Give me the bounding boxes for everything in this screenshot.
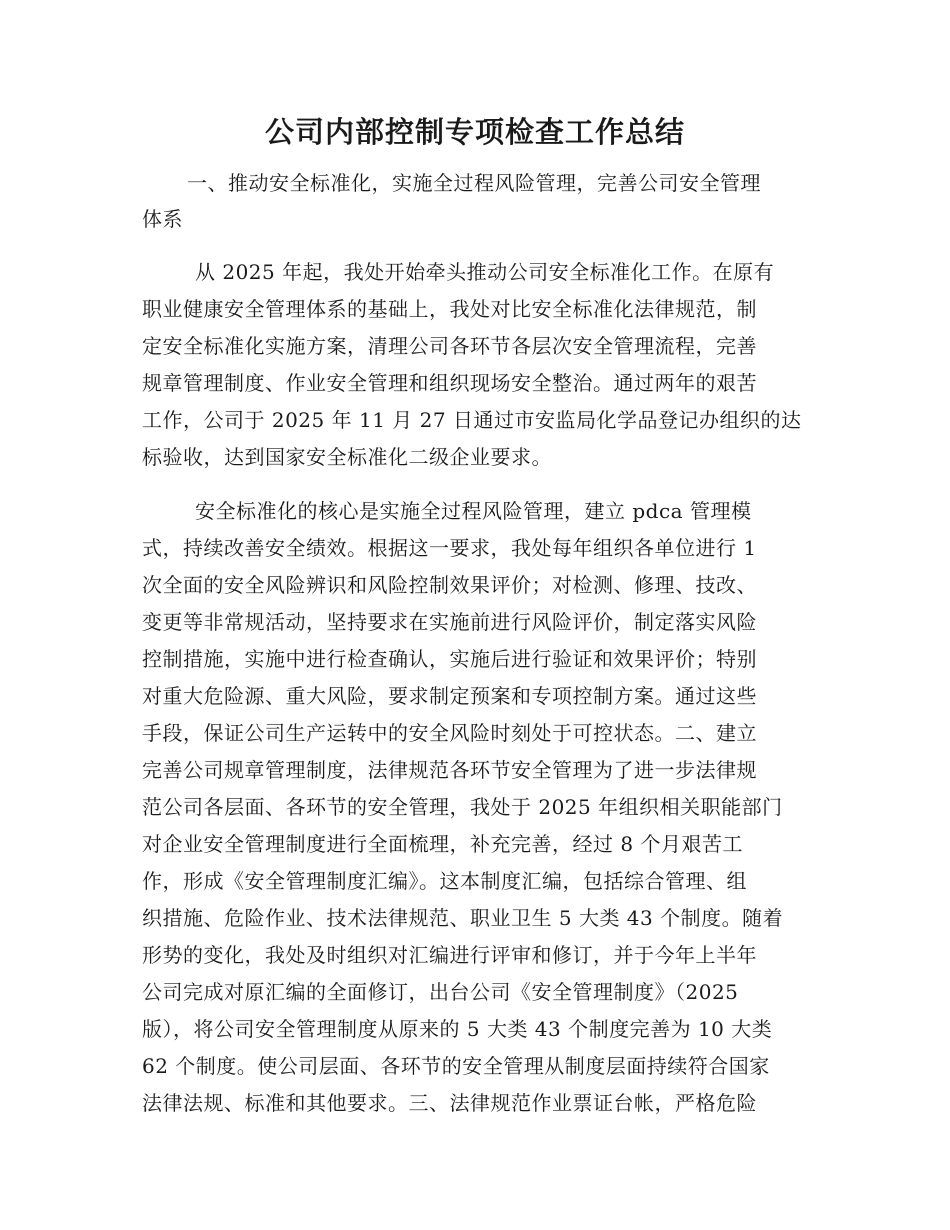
text-line: 范公司各层面、各环节的安全管理，我处于 2025 年组织相关职能部门 — [142, 795, 783, 819]
text-line: 法律法规、标准和其他要求。三、法律规范作业票证台帐，严格危险 — [142, 1091, 757, 1115]
text-line: 一、推动安全标准化，实施全过程风险管理，完善公司安全管理 — [187, 171, 761, 195]
text-line: 作，形成《安全管理制度汇编》。这本制度汇编，包括综合管理、组 — [142, 869, 747, 893]
document-title: 公司内部控制专项检查工作总结 — [264, 115, 685, 149]
text-line: 对重大危险源、重大风险，要求制定预案和专项控制方案。通过这些 — [142, 684, 757, 708]
text-line: 形势的变化，我处及时组织对汇编进行评审和修订，并于今年上半年 — [142, 943, 757, 967]
text-line: 公司完成对原汇编的全面修订，出台公司《安全管理制度》（2025 — [142, 980, 739, 1004]
text-line: 62 个制度。使公司层面、各环节的安全管理从制度层面持续符合国家 — [142, 1054, 770, 1078]
text-line: 安全标准化的核心是实施全过程风险管理，建立 pdca 管理模 — [195, 499, 752, 523]
text-line: 职业健康安全管理体系的基础上，我处对比安全标准化法律规范，制 — [142, 297, 757, 321]
text-line: 式，持续改善安全绩效。根据这一要求，我处每年组织各单位进行 1 — [142, 536, 757, 560]
text-line: 定安全标准化实施方案，清理公司各环节各层次安全管理流程，完善 — [142, 334, 757, 358]
text-line: 控制措施，实施中进行检查确认，实施后进行验证和效果评价；特别 — [142, 647, 757, 671]
text-line: 规章管理制度、作业安全管理和组织现场安全整治。通过两年的艰苦 — [142, 371, 757, 395]
text-line: 手段，保证公司生产运转中的安全风险时刻处于可控状态。二、建立 — [142, 721, 757, 745]
text-line: 完善公司规章管理制度，法律规范各环节安全管理为了进一步法律规 — [142, 758, 757, 782]
text-line: 体系 — [142, 207, 183, 231]
text-line: 对企业安全管理制度进行全面梳理，补充完善，经过 8 个月艰苦工 — [142, 832, 743, 856]
text-line: 织措施、危险作业、技术法律规范、职业卫生 5 大类 43 个制度。随着 — [142, 906, 784, 930]
text-line: 版），将公司安全管理制度从原来的 5 大类 43 个制度完善为 10 大类 — [142, 1017, 773, 1041]
text-line: 从 2025 年起，我处开始牵头推动公司安全标准化工作。在原有 — [195, 260, 775, 284]
text-line: 次全面的安全风险辨识和风险控制效果评价；对检测、修理、技改、 — [142, 573, 757, 597]
text-line: 工作，公司于 2025 年 11 月 27 日通过市安监局化学品登记办组织的达 — [142, 408, 802, 432]
text-line: 标验收，达到国家安全标准化二级企业要求。 — [142, 445, 552, 469]
text-line: 变更等非常规活动，坚持要求在实施前进行风险评价，制定落实风险 — [142, 610, 757, 634]
